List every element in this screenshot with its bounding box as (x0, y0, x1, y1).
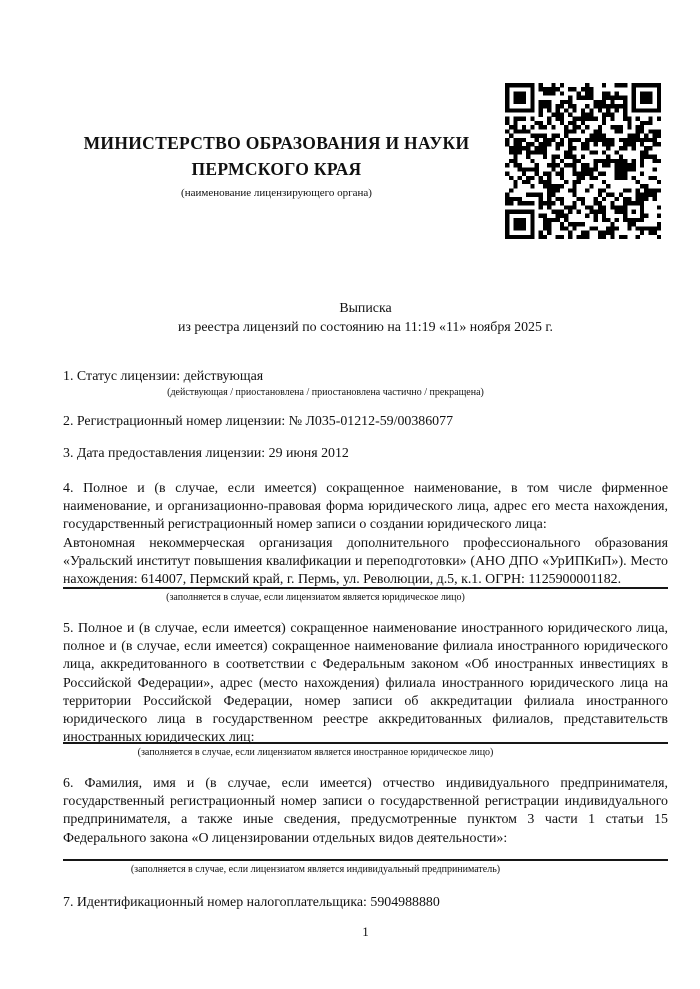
foreign-entity-label: 5. Полное и (в случае, если имеется) сокращенное наименование иностранного юридического лица, полное и (в случае, если имеется) сокращенное наименование филиала иностранного юридического лица, аккредитованного в соответствии с Федеральным законом «Об иностранных инвестициях в Российской Федерации», адрес (место нахождения) филиала иностранного юридического лица на территории Российской Федерации, номер записи об аккредитации филиала иностранного юридического лица в государственном реестре аккредитованных филиалов, представительств иностранных юридических лиц: (63, 621, 668, 746)
separator-line-foreign-entity (63, 742, 668, 744)
ministry-name-line2: ПЕРМСКОГО КРАЯ (191, 159, 362, 179)
separator-line-legal-entity (63, 587, 668, 589)
qr-code-icon (505, 83, 661, 239)
foreign-entity-caption: (заполняется в случае, если лицензиатом является иностранное юридическое лицо) (137, 747, 494, 758)
legal-entity-label: 4. Полное и (в случае, если имеется) сокращенное наименование, в том числе фирменное наименование, и организационно-правовая форма юридического лица, адрес его места нахождения, государственный регистрационный номер записи о создании юридического лица: (63, 481, 668, 533)
license-status-options-caption: (действующая / приостановлена / приостановлена частично / прекращена) (167, 387, 484, 398)
licensing-authority-header (63, 130, 490, 200)
item-7-taxpayer-number (63, 894, 668, 912)
item-3-grant-date (63, 445, 668, 463)
page-number: 1 (362, 924, 369, 939)
item-2-registration-number (63, 413, 668, 431)
registration-number-text: 2. Регистрационный номер лицензии: № Л035-01212-59/00386077 (63, 414, 454, 429)
item-1-license-status (63, 368, 668, 386)
grant-date-text: 3. Дата предоставления лицензии: 29 июня 2012 (63, 446, 349, 461)
item-4-legal-entity (63, 480, 668, 589)
legal-entity-caption: (заполняется в случае, если лицензиатом является юридическое лицо) (166, 592, 465, 603)
item-5-foreign-entity (63, 620, 668, 747)
legal-entity-value: Автономная некоммерческая организация дополнительного профессионального образования «Уральский институт повышения квалификации и переподготовки» (АНО ДПО «УрИПКиП»). Место нахождения: 614007, Пермский край, г. Пермь, ул. Революции, д.5, к.1. ОГРН: 1125900001182. (63, 535, 668, 588)
document-title-line1: Выписка (339, 301, 392, 316)
entrepreneur-label: 6. Фамилия, имя и (в случае, если имеется) отчество индивидуального предпринимателя, государственный регистрационный номер записи о государственной регистрации индивидуального предпринимателя, а также иные сведения, предусмотренные пунктом 3 части 1 статьи 15 Федерального закона «О лицензировании отдельных видов деятельности»: (63, 776, 668, 846)
licensing-authority-caption: (наименование лицензирующего органа) (181, 187, 372, 199)
ministry-name-line1: МИНИСТЕРСТВО ОБРАЗОВАНИЯ И НАУКИ (83, 133, 470, 153)
entrepreneur-caption: (заполняется в случае, если лицензиатом является индивидуальный предприниматель) (130, 864, 501, 875)
document-title-line2: из реестра лицензий по состоянию на 11:19 «11» ноября 2025 г. (177, 320, 554, 335)
taxpayer-number-text: 7. Идентификационный номер налогоплательщика: 5904988880 (63, 895, 440, 910)
document-title (63, 299, 668, 337)
separator-line-entrepreneur (63, 859, 668, 861)
license-status-text: 1. Статус лицензии: действующая (63, 369, 264, 384)
item-6-individual-entrepreneur (63, 775, 668, 848)
